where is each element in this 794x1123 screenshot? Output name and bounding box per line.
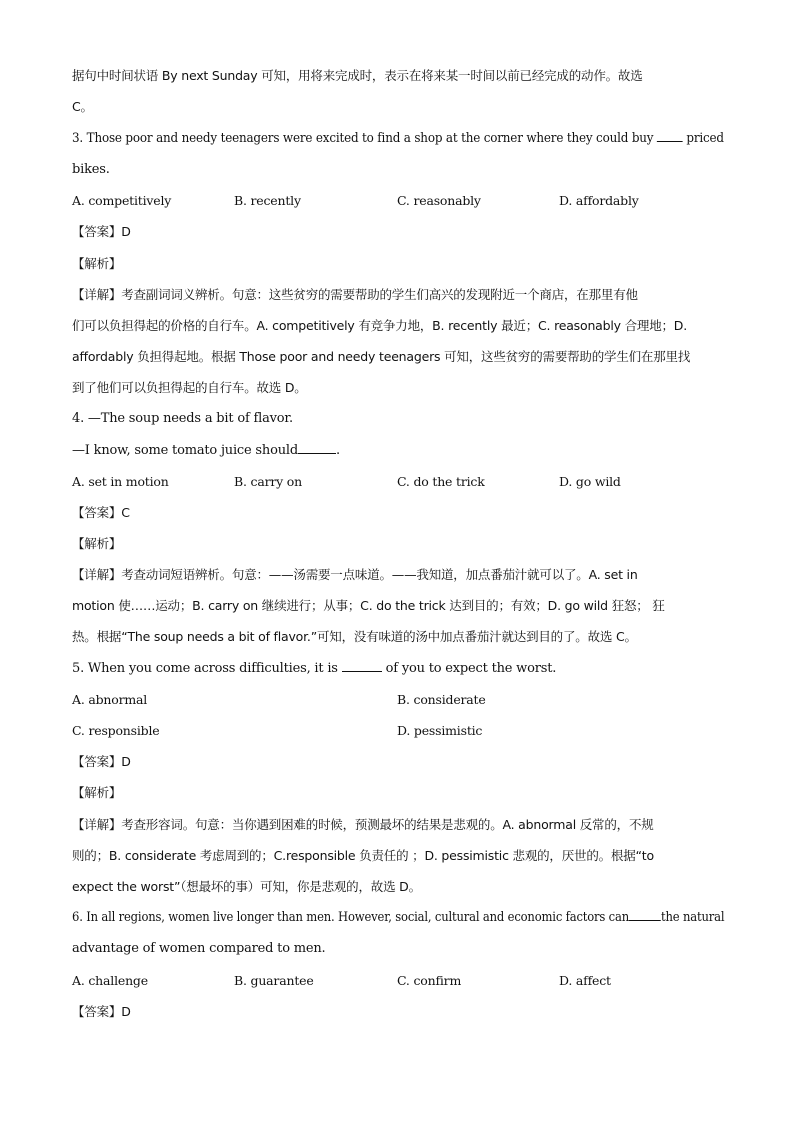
detail-line: motion 使……运动；B. carry on 继续进行；从事；C. do the trick 达到目的；有效；D. go wild 狂怒； 狂: [72, 598, 665, 613]
option-d: D. pessimistic: [397, 723, 483, 738]
answer-blank: [298, 441, 336, 454]
question-6-stem-continued: advantage of women compared to men.: [72, 941, 326, 956]
option-d: D. affect: [559, 973, 611, 988]
option-b: B. guarantee: [234, 973, 314, 988]
answer-label: 【答案】: [72, 1004, 122, 1019]
detail-line: 【详解】考查动词短语辨析。句意：——汤需要一点味道。——我知道，加点番茄汁就可以了。A. set in: [72, 567, 638, 582]
analysis-label: 【解析】: [72, 256, 122, 271]
option-d: D. affordably: [559, 193, 639, 208]
option-b: B. considerate: [397, 692, 486, 707]
detail-line: 则的；B. considerate 考虑周到的；C.responsible 负责任的 ；D. pessimistic 悲观的，厌世的。根据“to: [72, 848, 654, 863]
analysis-label: 【解析】: [72, 536, 122, 551]
detail-line: 【详解】考查形容词。句意：当你遇到困难的时候，预测最坏的结果是悲观的。A. abnormal 反常的，不规: [72, 817, 654, 832]
analysis-label: 【解析】: [72, 785, 122, 800]
detail-line: 【详解】考查副词词义辨析。句意：这些贫穷的需要帮助的学生们高兴的发现附近一个商店，在那里有他: [72, 287, 638, 302]
option-d: D. go wild: [559, 474, 621, 489]
option-a: A. challenge: [72, 973, 148, 988]
question-3-stem-continued: bikes.: [72, 162, 110, 177]
option-c: C. confirm: [397, 973, 462, 988]
answer-blank: [657, 129, 683, 142]
answer-line: [72, 503, 130, 523]
option-a: A. competitively: [72, 193, 172, 208]
answer-blank: [342, 659, 382, 672]
explanation-line: 据句中时间状语 By next Sunday 可知，用将来完成时，表示在将来某一时间以前已经完成的动作。故选: [72, 68, 643, 83]
detail-line: 热。根据“The soup needs a bit of flavor.”可知，没有味道的汤中加点番茄汁就达到目的了。故选 C。: [72, 629, 637, 644]
detail-line: affordably 负担得起地。根据 Those poor and needy teenagers 可知，这些贫穷的需要帮助的学生们在那里找: [72, 349, 691, 364]
question-4-stem-continued: —I know, some tomato juice should .: [72, 443, 340, 458]
option-a: A. set in motion: [72, 474, 169, 489]
answer-value: D: [121, 1004, 131, 1019]
question-4-stem: 4. —The soup needs a bit of flavor.: [72, 411, 293, 426]
question-3-stem: 3. Those poor and needy teenagers were excited to find a shop at the corner where they could buy priced: [72, 131, 724, 146]
answer-label: 【答案】: [72, 505, 122, 520]
detail-line: 到了他们可以负担得起的自行车。故选 D。: [72, 380, 307, 395]
answer-line: [72, 1002, 131, 1022]
answer-line: [72, 222, 131, 242]
answer-value: C: [121, 505, 130, 520]
explanation-line: C。: [72, 99, 93, 114]
question-6-stem: 6. In all regions, women live longer than men. However, social, cultural and economic factors can the natural: [72, 910, 725, 925]
detail-line: 们可以负担得起的价格的自行车。A. competitively 有竞争力地，B. recently 最近；C. reasonably 合理地；D.: [72, 318, 687, 333]
option-c: C. reasonably: [397, 193, 481, 208]
detail-line: expect the worst”（想最坏的事）可知，你是悲观的，故选 D。: [72, 879, 421, 894]
answer-label: 【答案】: [72, 224, 122, 239]
question-5-stem: 5. When you come across difficulties, it is of you to expect the worst.: [72, 661, 557, 676]
answer-line: [72, 752, 131, 772]
answer-value: D: [121, 224, 131, 239]
answer-blank: [629, 908, 661, 921]
answer-value: D: [121, 754, 131, 769]
option-b: B. carry on: [234, 474, 302, 489]
option-a: A. abnormal: [72, 692, 148, 707]
option-c: C. do the trick: [397, 474, 485, 489]
option-b: B. recently: [234, 193, 301, 208]
answer-label: 【答案】: [72, 754, 122, 769]
option-c: C. responsible: [72, 723, 160, 738]
